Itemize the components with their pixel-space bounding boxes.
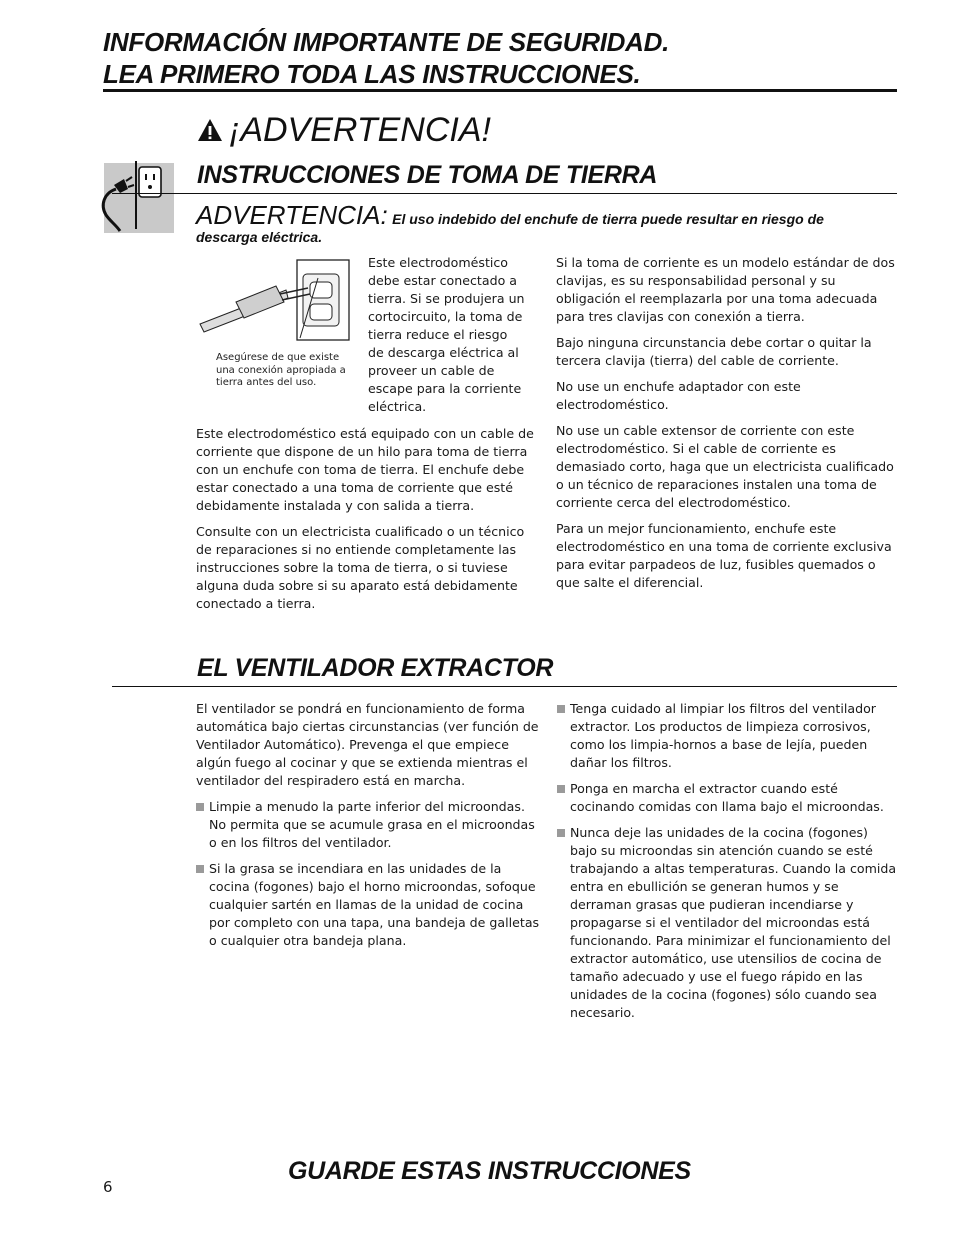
grounding-warning-text: El uso indebido del enchufe de tierra puede resultar en riesgo de bbox=[392, 211, 824, 227]
fan-right-column bbox=[557, 700, 898, 1030]
page-header bbox=[103, 26, 669, 90]
grounding-warning-text-2: descarga eléctrica. bbox=[196, 229, 323, 245]
header-line-1: INFORMACIÓN IMPORTANTE DE SEGURIDAD. bbox=[103, 27, 670, 57]
grounding-right-para-3: No use un enchufe adaptador con este electrodoméstico. bbox=[556, 379, 801, 412]
fan-title: EL VENTILADOR EXTRACTOR bbox=[197, 654, 554, 682]
grounding-right-para-4: No use un cable extensor de corriente con este electrodoméstico. Si el cable de corriente es demasiado corto, haga que un electricista cualificado o un técnico de reparaciones instalen una toma de corriente cerca del electrodoméstico. bbox=[556, 423, 894, 510]
header-line-2: LEA PRIMERO TODA LAS INSTRUCCIONES. bbox=[103, 59, 641, 89]
header-rule bbox=[103, 89, 897, 92]
grounding-right-para-2: Bajo ninguna circunstancia debe cortar o quitar la tercera clavija (tierra) del cable de corriente. bbox=[556, 335, 872, 368]
fan-right-bullet-2: Ponga en marcha el extractor cuando esté cocinando comidas con llama bajo el microondas. bbox=[557, 780, 898, 816]
grounding-rule bbox=[112, 193, 897, 194]
grounding-left-column bbox=[196, 425, 536, 621]
page-number: 6 bbox=[103, 1178, 113, 1196]
warning-triangle-icon bbox=[197, 118, 223, 142]
fan-right-bullet-3: Nunca deje las unidades de la cocina (fogones) bajo su microondas sin atención cuando se esté trabajando a altas temperaturas. Cuando la comida entra en ebullición se generan humos y se derraman grasas que pudieran incendiarse y propagarse si el ventilador del microondas está funcionando. Para minimizar el funcionamiento del extractor automático, use utensilios de cocina de tamaño adecuado y use el fuego rápido en las unidades de la cocina (fogones) sólo cuando sea necesario. bbox=[557, 824, 898, 1022]
warning-heading bbox=[197, 110, 491, 150]
grounding-warning bbox=[196, 200, 896, 231]
fan-right-bullet-1: Tenga cuidado al limpiar los filtros del ventilador extractor. Los productos de limpieza corrosivos, como los limpia-hornos a base de lejía, pueden dañar los filtros. bbox=[557, 700, 898, 772]
plug-outlet-icon bbox=[104, 163, 174, 233]
save-instructions: GUARDE ESTAS INSTRUCCIONES bbox=[288, 1157, 691, 1185]
fan-left-column bbox=[196, 700, 541, 958]
fan-left-bullet-2: Si la grasa se incendiara en las unidades de la cocina (fogones) bajo el horno microondas, sofoque cualquier sartén en llamas de la unidad de cocina por completo con una tapa, una bandeja de galletas o cualquier otra bandeja plana. bbox=[196, 860, 541, 950]
grounding-right-para-1: Si la toma de corriente es un modelo estándar de dos clavijas, es su responsabilidad personal y su obligación el reemplazarla por una toma adecuada para tres clavijas con conexión a tierra. bbox=[556, 255, 895, 324]
grounded-plug-illustration bbox=[196, 258, 352, 344]
fan-rule bbox=[112, 686, 897, 687]
grounding-left-para-2: Consulte con un electricista cualificado o un técnico de reparaciones si no entiende completamente las instrucciones sobre la toma de tierra, o si tuviese alguna duda sobre si su aparato está debidamente conectado a tierra. bbox=[196, 524, 525, 611]
fan-left-bullet-1: Limpie a menudo la parte inferior del microondas. No permita que se acumule grasa en el microondas o en los filtros del ventilador. bbox=[196, 798, 541, 852]
warning-title: ¡ADVERTENCIA! bbox=[229, 111, 491, 149]
grounding-warning-label: ADVERTENCIA: bbox=[196, 200, 388, 230]
illustration-caption: Asegúrese de que existe una conexión apropiada a tierra antes del uso. bbox=[216, 352, 346, 388]
grounding-beside-image: Este electrodoméstico debe estar conectado a tierra. Si se produjera un cortocircuito, la toma de tierra reduce el riesgo de descarga eléctrica al proveer un cable de escape para la corriente eléctrica. bbox=[368, 255, 525, 414]
fan-intro: El ventilador se pondrá en funcionamiento de forma automática bajo ciertas circunstancias (ver función de Ventilador Automático). Prevenga el que empiece algún fuego al cocinar y que se extienda mientras el ventilador del respiradero está en marcha. bbox=[196, 701, 539, 788]
grounding-left-para-1: Este electrodoméstico está equipado con un cable de corriente que dispone de un hilo para toma de tierra con un enchufe con toma de tierra. El enchufe debe estar conectado a una toma de corriente que esté debidamente instalada y con salida a tierra. bbox=[196, 426, 534, 513]
grounding-right-para-5: Para un mejor funcionamiento, enchufe este electrodoméstico en una toma de corriente exclusiva para evitar parpadeos de luz, fusibles quemados o que salte el diferencial. bbox=[556, 521, 892, 590]
grounding-title: INSTRUCCIONES DE TOMA DE TIERRA bbox=[197, 161, 658, 189]
grounding-right-column bbox=[556, 254, 900, 600]
